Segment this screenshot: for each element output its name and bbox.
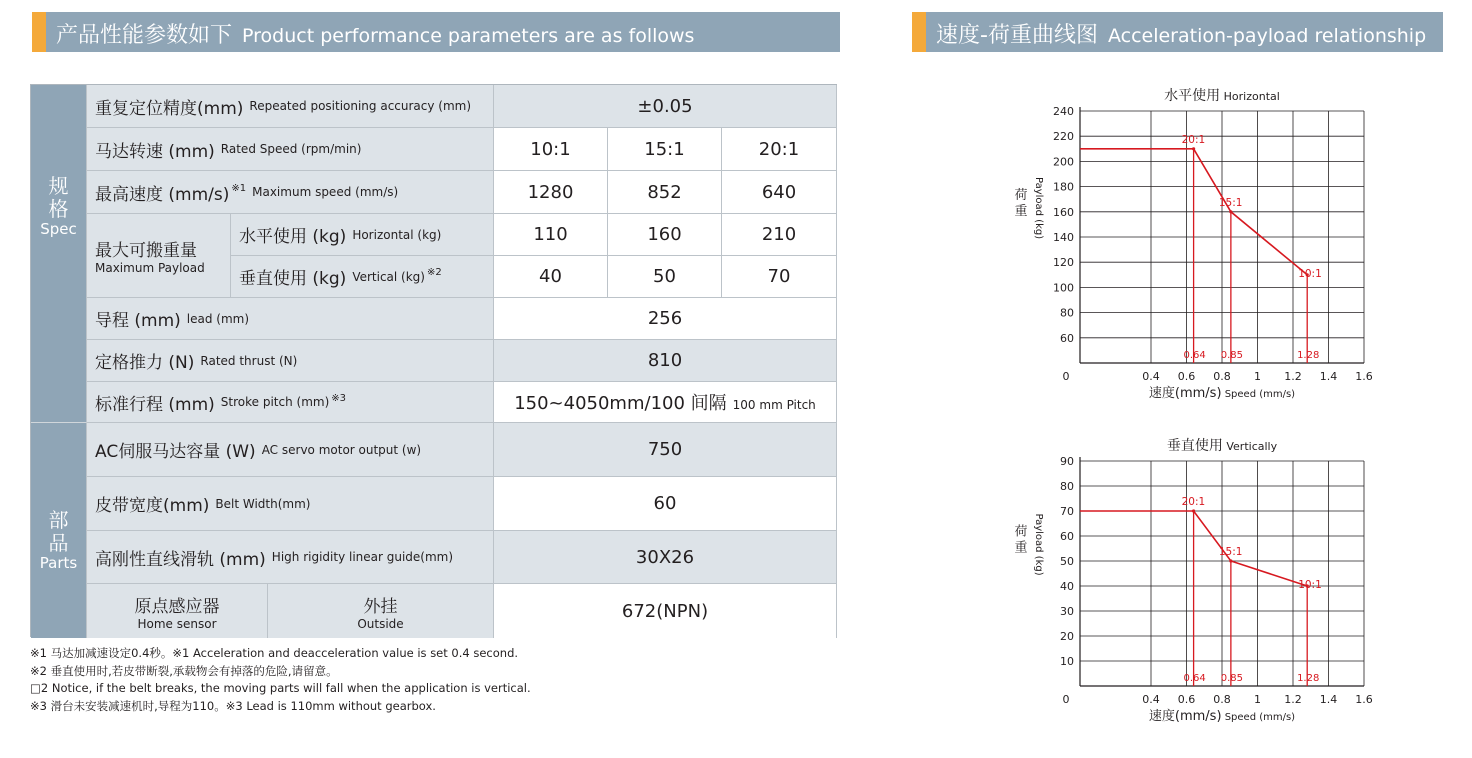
footnote-3: ※3 滑台未安装减速机时,导程为110。※3 Lead is 110mm without gearbox. xyxy=(30,698,436,713)
chart-title xyxy=(1164,87,1280,104)
x-tick-label: 1.2 xyxy=(1284,693,1302,706)
y-tick-label: 50 xyxy=(1060,555,1074,568)
chart-vertical xyxy=(1000,430,1420,725)
row-motor-cn: AC伺服马达容量 (W) xyxy=(95,442,256,462)
row-rated-speed-en: Rated Speed (rpm/min) xyxy=(220,142,362,156)
footnote-2-en: □2 Notice, if the belt breaks, the moving parts will fall when the application is vertical. xyxy=(30,681,531,695)
row-motor-en: AC servo motor output (w) xyxy=(261,442,422,457)
rated-speed-value-2: 15:1 xyxy=(608,128,722,171)
max-speed-value-2: 852 xyxy=(608,171,722,214)
point-label: 10:1 xyxy=(1298,267,1322,280)
y-tick-label: 120 xyxy=(1053,256,1074,270)
y-axis-label-cn1: 荷 xyxy=(1014,188,1028,203)
point-label: 15:1 xyxy=(1218,546,1243,558)
banner-title xyxy=(56,18,694,49)
x-axis-label-en: Speed (mm/s) xyxy=(1221,389,1296,400)
home-sensor-option xyxy=(268,584,494,638)
home-sensor-option-cn: 外挂 xyxy=(363,596,398,617)
rated-speed-value-1: 10:1 xyxy=(494,128,608,171)
y-tick-label: 140 xyxy=(1053,231,1074,244)
x-tick-label: 0.6 xyxy=(1177,370,1196,383)
banner-title xyxy=(936,18,1426,49)
home-sensor-cn: 原点感应器 xyxy=(134,596,220,617)
y-tick-label: 80 xyxy=(1060,306,1074,320)
row-horizontal-label xyxy=(231,214,494,256)
row-guide-cn: 高刚性直线滑轨 (mm) xyxy=(95,549,266,570)
group-spec-cn1: 规 xyxy=(48,174,69,198)
group-spec xyxy=(31,85,87,423)
point-label: 20:1 xyxy=(1181,133,1206,146)
banner-accent xyxy=(32,12,46,52)
row-repeat-en: Repeated positioning accuracy (mm) xyxy=(249,99,472,113)
home-sensor-value: 672(NPN) xyxy=(494,584,837,638)
home-sensor-option-en: Outside xyxy=(357,616,404,631)
row-belt-cn: 皮带宽度(mm) xyxy=(95,496,210,516)
x-tick-label: 0.8 xyxy=(1213,693,1231,706)
group-parts xyxy=(31,423,87,638)
x-marker-label: 0.85 xyxy=(1220,350,1244,361)
x-axis-label xyxy=(1149,385,1295,400)
y-tick-label: 180 xyxy=(1053,180,1074,194)
y-axis-label-en: Payload (kg) xyxy=(1033,177,1044,240)
y-tick-label: 160 xyxy=(1053,205,1074,219)
point-label: 15:1 xyxy=(1218,196,1243,209)
row-belt-value: 60 xyxy=(494,477,837,531)
vertical-value-3: 70 xyxy=(722,256,837,298)
section-banner-specs xyxy=(32,12,840,52)
row-repeat-value: ±0.05 xyxy=(494,85,837,128)
x-marker-label: 1.28 xyxy=(1297,673,1320,684)
footnote-2: ※2 垂直使用时,若皮带断裂,承载物会有掉落的危险,请留意。 xyxy=(30,663,338,678)
row-vertical-en: Vertical (kg) xyxy=(352,269,425,284)
footnote-mark: ※2 xyxy=(426,267,442,278)
row-lead-label xyxy=(87,298,494,340)
row-horizontal-en: Horizontal (kg) xyxy=(352,227,442,242)
point-label: 20:1 xyxy=(1181,496,1206,508)
chart-title-cn: 垂直使用 xyxy=(1166,438,1223,454)
row-thrust-label xyxy=(87,340,494,382)
y-tick-label: 220 xyxy=(1053,130,1074,144)
chart-title-en: Horizontal xyxy=(1220,90,1280,103)
section-banner-chart xyxy=(912,12,1443,52)
row-rated-speed-cn: 马达转速 (mm) xyxy=(95,141,215,162)
y-tick-label: 100 xyxy=(1053,281,1074,295)
row-stroke-cn: 标准行程 (mm) xyxy=(95,394,215,415)
x-tick-label: 1.6 xyxy=(1355,370,1373,383)
row-lead-cn: 导程 (mm) xyxy=(95,311,181,331)
x-tick-label: 1.2 xyxy=(1284,370,1302,383)
row-guide-value: 30X26 xyxy=(494,531,837,584)
horizontal-value-2: 160 xyxy=(608,214,722,256)
row-guide-label xyxy=(87,531,494,584)
banner-title-cn: 产品性能参数如下 xyxy=(56,23,233,48)
x-tick-label: 0.4 xyxy=(1142,693,1160,706)
vertical-value-2: 50 xyxy=(608,256,722,298)
footnotes xyxy=(30,645,590,715)
group-spec-en: Spec xyxy=(40,220,77,238)
x-marker-label: 0.64 xyxy=(1183,350,1206,361)
row-horizontal-cn: 水平使用 (kg) xyxy=(239,227,347,247)
y-axis-label-cn1: 荷 xyxy=(1014,524,1028,540)
row-thrust-en: Rated thrust (N) xyxy=(200,353,298,368)
row-vertical-cn: 垂直使用 (kg) xyxy=(239,269,347,289)
max-payload-en: Maximum Payload xyxy=(95,261,205,275)
x-tick-label: 0.4 xyxy=(1142,370,1160,383)
home-sensor-label xyxy=(87,584,268,638)
horizontal-value-3: 210 xyxy=(722,214,837,256)
horizontal-value-1: 110 xyxy=(494,214,608,256)
banner-accent xyxy=(912,12,926,52)
row-motor-label xyxy=(87,423,494,477)
vertical-value-1: 40 xyxy=(494,256,608,298)
stroke-value-main: 150~4050mm/100 间隔 xyxy=(514,393,727,414)
banner-title-en: Product performance parameters are as follows xyxy=(242,25,695,47)
x-tick-label: 1 xyxy=(1254,370,1261,383)
data-point xyxy=(1229,559,1232,562)
data-point xyxy=(1192,509,1195,512)
x-tick-label: 0 xyxy=(1062,693,1070,706)
y-tick-label: 30 xyxy=(1060,605,1074,618)
banner-title-cn: 速度-荷重曲线图 xyxy=(936,23,1098,48)
row-lead-en: lead (mm) xyxy=(186,311,250,326)
row-max-speed-cn: 最高速度 (mm/s) xyxy=(95,184,230,205)
x-axis-label-en: Speed (mm/s) xyxy=(1221,712,1296,723)
x-tick-label: 0.8 xyxy=(1213,370,1231,383)
y-tick-label: 240 xyxy=(1053,105,1074,118)
x-axis-label-cn: 速度(mm/s) xyxy=(1148,709,1222,724)
row-repeat-label xyxy=(87,85,494,128)
y-tick-label: 60 xyxy=(1060,530,1074,543)
rated-speed-value-3: 20:1 xyxy=(722,128,837,171)
row-thrust-value: 810 xyxy=(494,340,837,382)
y-tick-label: 20 xyxy=(1060,630,1074,643)
x-marker-label: 0.64 xyxy=(1183,673,1206,684)
max-speed-value-3: 640 xyxy=(722,171,837,214)
y-tick-label: 40 xyxy=(1060,580,1074,593)
row-rated-speed-label xyxy=(87,128,494,171)
row-stroke-value xyxy=(494,382,837,423)
y-axis-label-cn2: 重 xyxy=(1014,204,1028,219)
chart-title xyxy=(1167,437,1278,454)
y-axis-label-en: Payload (kg) xyxy=(1033,513,1044,576)
x-tick-label: 0.6 xyxy=(1177,693,1196,706)
row-belt-label xyxy=(87,477,494,531)
chart-horizontal xyxy=(1000,80,1420,400)
max-speed-value-1: 1280 xyxy=(494,171,608,214)
row-belt-en: Belt Width(mm) xyxy=(215,496,311,511)
x-tick-label: 1 xyxy=(1254,693,1261,706)
y-tick-label: 60 xyxy=(1060,331,1074,345)
row-stroke-label xyxy=(87,382,494,423)
footnote-mark: ※3 xyxy=(331,392,347,404)
row-guide-en: High rigidity linear guide(mm) xyxy=(271,550,454,564)
x-axis-label xyxy=(1149,708,1295,724)
x-tick-label: 1.4 xyxy=(1319,693,1338,706)
x-marker-label: 0.85 xyxy=(1220,673,1244,684)
chart-title-cn: 水平使用 xyxy=(1164,88,1221,104)
home-sensor-en: Home sensor xyxy=(137,616,217,631)
footnote-mark: ※1 xyxy=(231,182,247,194)
x-tick-label: 1.4 xyxy=(1319,370,1338,383)
data-point xyxy=(1192,147,1195,150)
max-payload-label xyxy=(87,214,231,298)
row-repeat-cn: 重复定位精度(mm) xyxy=(95,98,244,119)
y-tick-label: 200 xyxy=(1053,155,1074,169)
row-thrust-cn: 定格推力 (N) xyxy=(95,353,195,373)
row-max-speed-en: Maximum speed (mm/s) xyxy=(252,185,399,199)
group-parts-cn1: 部 xyxy=(48,508,69,532)
spec-table xyxy=(30,84,837,637)
row-stroke-en: Stroke pitch (mm) xyxy=(220,395,330,409)
group-spec-cn2: 格 xyxy=(48,197,69,221)
row-vertical-label xyxy=(231,256,494,298)
point-label: 10:1 xyxy=(1298,579,1322,591)
group-parts-en: Parts xyxy=(39,554,78,572)
data-point xyxy=(1229,210,1232,213)
row-max-speed-label xyxy=(87,171,494,214)
x-marker-label: 1.28 xyxy=(1297,350,1320,361)
row-lead-value: 256 xyxy=(494,298,837,340)
y-tick-label: 10 xyxy=(1060,655,1074,668)
x-axis-label-cn: 速度(mm/s) xyxy=(1148,386,1222,400)
banner-title-en: Acceleration-payload relationship xyxy=(1107,25,1427,47)
x-tick-label: 0 xyxy=(1062,370,1070,383)
group-parts-cn2: 品 xyxy=(48,531,69,555)
row-motor-value: 750 xyxy=(494,423,837,477)
chart-title-en: Vertically xyxy=(1222,440,1278,453)
max-payload-cn: 最大可搬重量 xyxy=(95,241,197,261)
y-tick-label: 90 xyxy=(1060,455,1074,468)
y-axis-label-cn2: 重 xyxy=(1014,540,1028,556)
x-tick-label: 1.6 xyxy=(1355,693,1373,706)
y-tick-label: 80 xyxy=(1060,480,1074,493)
stroke-value-en: 100 mm Pitch xyxy=(732,398,816,412)
y-tick-label: 70 xyxy=(1060,505,1074,518)
footnote-1: ※1 马达加减速设定0.4秒。※1 Acceleration and deacceleration value is set 0.4 second. xyxy=(30,646,519,660)
